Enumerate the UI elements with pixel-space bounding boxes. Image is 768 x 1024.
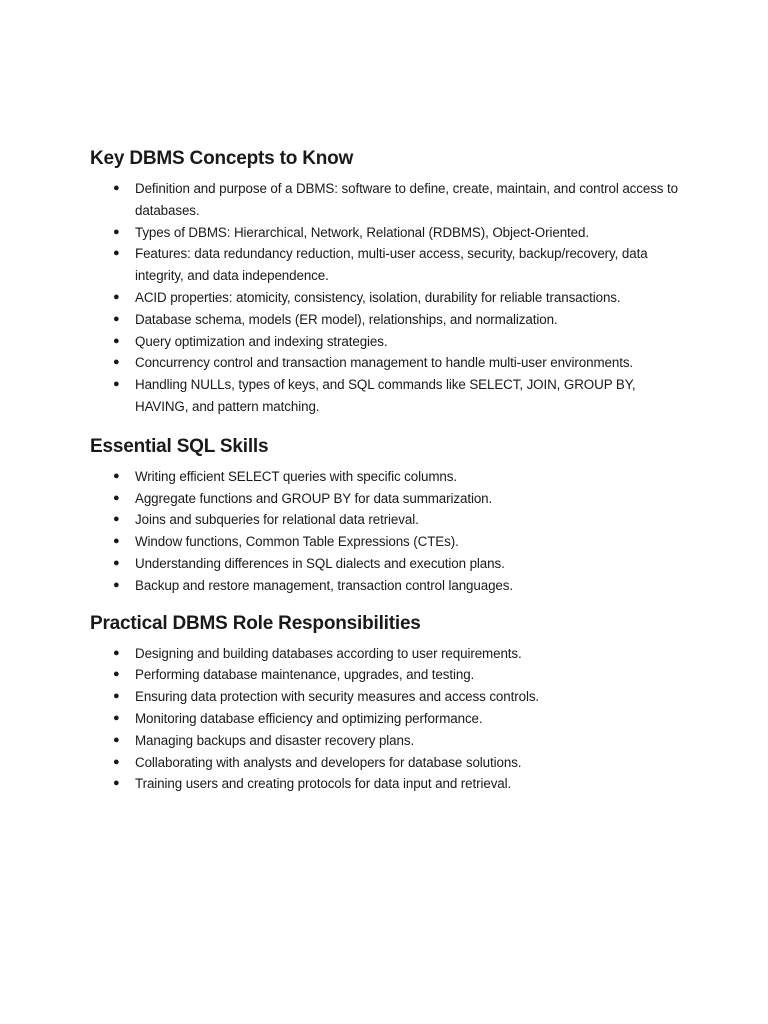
list-item — [90, 553, 690, 575]
list-item-text: Ensuring data protection with security measures and access controls. — [135, 689, 540, 705]
bullet-icon: ● — [113, 225, 120, 238]
section-heading: Practical DBMS Role Responsibilities — [90, 612, 421, 634]
list-item — [90, 752, 690, 774]
bullet-icon: ● — [113, 556, 120, 569]
bullet-icon: ● — [113, 777, 120, 790]
list-item — [90, 531, 690, 553]
list-item-text: Types of DBMS: Hierarchical, Network, Relational (RDBMS), Object-Oriented. — [135, 224, 589, 240]
bullet-icon: ● — [113, 513, 120, 526]
bullet-icon: ● — [113, 668, 120, 681]
list-item-text: Training users and creating protocols for data input and retrieval. — [135, 776, 512, 792]
bullet-icon: ● — [113, 711, 120, 724]
bullet-icon: ● — [113, 578, 120, 591]
list-item-text: Concurrency control and transaction management to handle multi-user environments. — [135, 355, 634, 371]
list-item — [90, 664, 690, 686]
list-item — [90, 575, 690, 597]
list-item-text: Joins and subqueries for relational data retrieval. — [135, 512, 419, 528]
bullet-icon: ● — [113, 755, 120, 768]
list-item — [90, 708, 690, 730]
list-item — [90, 488, 690, 510]
bullet-list — [90, 643, 690, 796]
list-item-text: Performing database maintenance, upgrades, and testing. — [135, 667, 475, 683]
bullet-icon: ● — [113, 334, 120, 347]
bullet-icon: ● — [113, 469, 120, 482]
bullet-icon: ● — [113, 312, 120, 325]
bullet-icon: ● — [113, 182, 120, 194]
list-item — [90, 243, 690, 287]
list-item — [90, 686, 690, 708]
list-item — [90, 331, 690, 353]
list-item — [90, 352, 690, 374]
section-essential-sql-skills — [90, 434, 690, 597]
list-item-text: ACID properties: atomicity, consistency, isolation, durability for reliable transactions. — [135, 289, 621, 305]
list-item — [90, 643, 690, 665]
list-item-text: Collaborating with analysts and developers for database solutions. — [135, 754, 522, 770]
list-item — [90, 509, 690, 531]
list-item-text: Handling NULLs, types of keys, and SQL commands like SELECT, JOIN, GROUP BY, HAVING, and pattern matching. — [135, 377, 636, 414]
bullet-icon: ● — [113, 690, 120, 703]
list-item — [90, 773, 690, 795]
list-item-text: Database schema, models (ER model), relationships, and normalization. — [135, 311, 558, 327]
document-page — [90, 146, 690, 809]
list-item — [90, 178, 690, 222]
section-key-dbms-concepts — [90, 146, 690, 418]
bullet-icon: ● — [113, 535, 120, 548]
list-item-text: Managing backups and disaster recovery plans. — [135, 732, 415, 748]
section-heading: Key DBMS Concepts to Know — [90, 148, 354, 169]
bullet-icon: ● — [113, 378, 120, 391]
list-item — [90, 730, 690, 752]
list-item — [90, 309, 690, 331]
bullet-icon: ● — [113, 733, 120, 746]
list-item-text: Window functions, Common Table Expressions (CTEs). — [135, 534, 459, 550]
list-item-text: Monitoring database efficiency and optimizing performance. — [135, 710, 483, 726]
section-heading: Essential SQL Skills — [90, 435, 269, 457]
bullet-list — [90, 466, 690, 597]
list-item-text: Understanding differences in SQL dialects and execution plans. — [135, 555, 505, 571]
bullet-list — [90, 178, 690, 418]
section-practical-dbms-role — [90, 611, 690, 796]
list-item — [90, 466, 690, 488]
bullet-icon: ● — [113, 646, 120, 659]
bullet-icon: ● — [113, 356, 120, 369]
bullet-icon: ● — [113, 290, 120, 303]
list-item-text: Features: data redundancy reduction, multi-user access, security, backup/recovery, data integrity, and data independence. — [135, 246, 648, 284]
list-item — [90, 374, 690, 418]
list-item-text: Designing and building databases according to user requirements. — [135, 645, 522, 661]
list-item-text: Query optimization and indexing strategies. — [135, 333, 388, 349]
list-item — [90, 222, 690, 244]
list-item-text: Writing efficient SELECT queries with specific columns. — [135, 468, 457, 484]
list-item-text: Aggregate functions and GROUP BY for data summarization. — [135, 490, 493, 506]
list-item-text: Definition and purpose of a DBMS: software to define, create, maintain, and control access to databases. — [135, 181, 678, 218]
bullet-icon: ● — [113, 491, 120, 504]
list-item-text: Backup and restore management, transaction control languages. — [135, 577, 513, 593]
bullet-icon: ● — [113, 247, 120, 260]
list-item — [90, 287, 690, 309]
